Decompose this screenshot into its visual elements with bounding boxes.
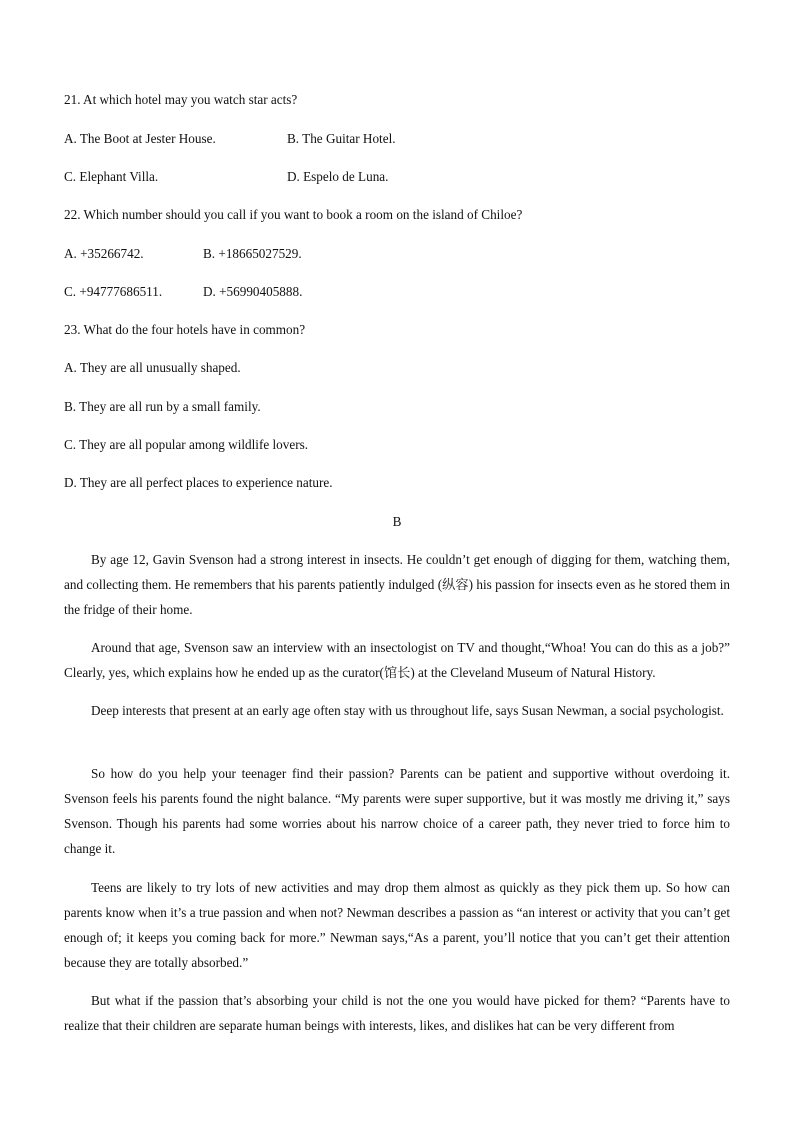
passage-paragraph-2: Around that age, Svenson saw an interview with an insectologist on TV and thought,“Whoa! You can do this as a job?” Clearly, yes, which explains how he ended up as the curator(馆长) at the Cleveland Museum of Natural History.	[64, 640, 730, 680]
question-22-stem: 22. Which number should you call if you want to book a room on the island of Chiloe?	[64, 207, 523, 222]
question-21-option-d: D. Espelo de Luna.	[287, 169, 389, 184]
question-22-option-d: D. +56990405888.	[203, 284, 303, 299]
passage-paragraph-6: But what if the passion that’s absorbing your child is not the one you would have picked for them? “Parents have to realize that their children are separate human beings with interests, likes, and dislikes hat can be very different from	[64, 993, 730, 1033]
question-23-option-a: A. They are all unusually shaped.	[64, 360, 241, 375]
question-22-option-a: A. +35266742.	[64, 246, 144, 261]
question-23-stem: 23. What do the four hotels have in common?	[64, 322, 306, 337]
question-22-option-b: B. +18665027529.	[203, 246, 302, 261]
question-21-option-c: C. Elephant Villa.	[64, 169, 159, 184]
question-23-option-b: B. They are all run by a small family.	[64, 399, 261, 414]
passage-paragraph-1: By age 12, Gavin Svenson had a strong interest in insects. He couldn’t get enough of digging for them, watching them, and collecting them. He remembers that his parents patiently indulged (纵容) his passion for insects even as he stored them in the fridge of their home.	[64, 552, 730, 617]
question-23-option-d: D. They are all perfect places to experience nature.	[64, 475, 333, 490]
question-21-option-b: B. The Guitar Hotel.	[287, 131, 396, 146]
section-heading: B	[392, 514, 402, 529]
question-22-option-c: C. +94777686511.	[64, 284, 163, 299]
question-23-option-c: C. They are all popular among wildlife lovers.	[64, 437, 309, 452]
question-21-option-a: A. The Boot at Jester House.	[64, 131, 216, 146]
passage-paragraph-3: Deep interests that present at an early age often stay with us throughout life, says Susan Newman, a social psychologist.	[91, 703, 724, 718]
passage-paragraph-5: Teens are likely to try lots of new activities and may drop them almost as quickly as they pick them up. So how can parents know when it’s a true passion and when not? Newman describes a passion as “an interest or activity that you can’t get enough of; it keeps you coming back for more.” Newman says,“As a parent, you’ll notice that you can’t get their attention because they are totally absorbed.”	[64, 880, 730, 970]
passage-paragraph-4: So how do you help your teenager find their passion? Parents can be patient and supportive without overdoing it. Svenson feels his parents found the night balance. “My parents were super supportive, but it was mostly me driving it,” says Svenson. Though his parents had some worries about his narrow choice of a career path, they never tried to force him to change it.	[64, 766, 730, 856]
question-21-stem: 21. At which hotel may you watch star acts?	[64, 92, 298, 107]
